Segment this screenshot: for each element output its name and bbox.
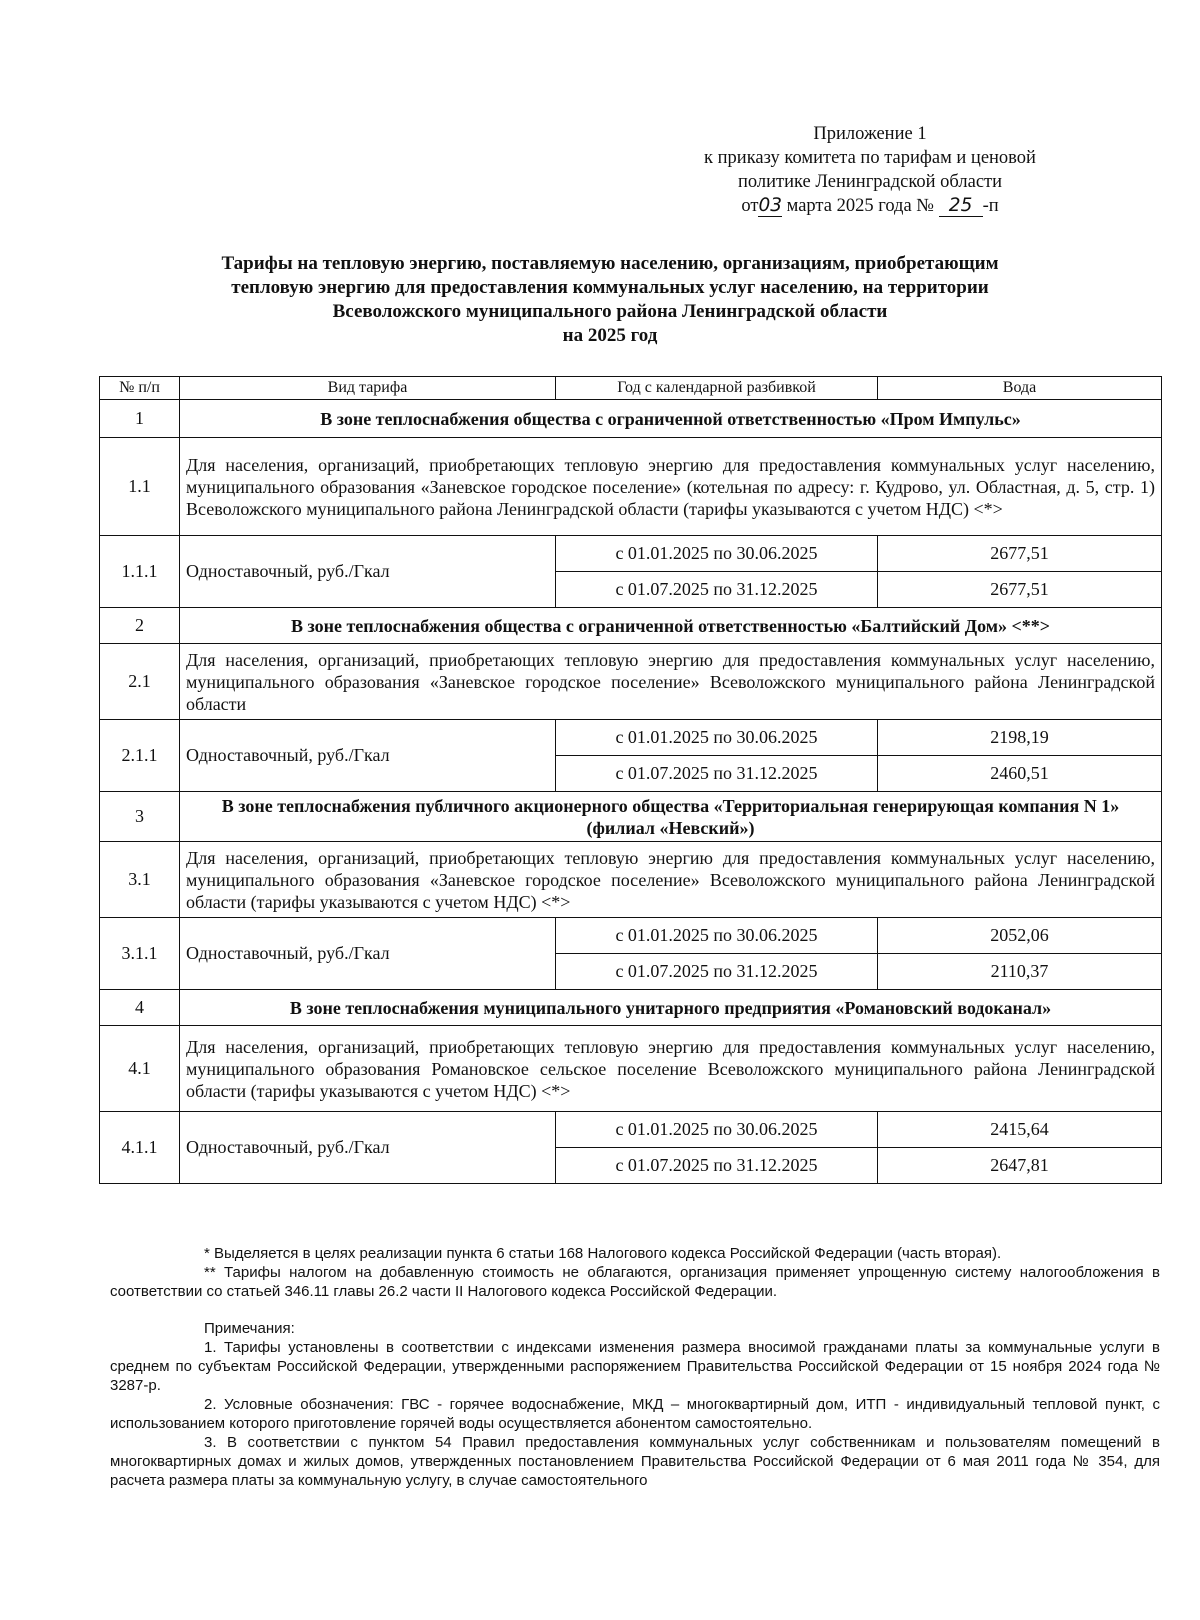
value-cell: 2415,64 [878, 1112, 1162, 1148]
tariff-type: Одноставочный, руб./Гкал [180, 918, 556, 990]
title-line-2: тепловую энергию для предоставления коммунальных услуг населению, на территории [231, 277, 989, 298]
note-2: 2. Условные обозначения: ГВС - горячее водоснабжение, МКД – многоквартирный дом, ИТП - индивидуальный тепловой пункт, с использованием которого приготовление горячей воды осуществляется абонентом самостоятельно. [110, 1396, 1160, 1432]
notes-title: Примечания: [204, 1320, 295, 1337]
zone-title: В зоне теплоснабжения публичного акционерного общества «Территориальная генерирующая компания N 1» (филиал «Невский») [180, 792, 1162, 842]
zone-title: В зоне теплоснабжения муниципального унитарного предприятия «Романовский водоканал» [180, 990, 1162, 1026]
tariff-number: 1.1.1 [100, 536, 180, 608]
value-cell: 2110,37 [878, 954, 1162, 990]
value-cell: 2052,06 [878, 918, 1162, 954]
note-3: 3. В соответствии с пунктом 54 Правил предоставления коммунальных услуг собственникам и пользователям помещений в многоквартирных домах и жилых домов, утвержденных постановлением Правительства Российской Федерации от 6 мая 2011 года № 354, для расчета размера платы за коммунальную услугу, в случае самостоятельного [110, 1434, 1160, 1489]
period-cell: с 01.07.2025 по 31.12.2025 [556, 756, 878, 792]
period-cell: с 01.07.2025 по 31.12.2025 [556, 572, 878, 608]
consumer-description: Для населения, организаций, приобретающих тепловую энергию для предоставления коммунальных услуг населению, муниципального образования «Заневское городское поселение» (котельная по адресу: г. Кудрово, ул. Областная, д. 5, стр. 1) Всеволожского муниципального района Ленинградской области (тарифы указываются с учетом НДС) <*> [180, 438, 1162, 536]
zone-title: В зоне теплоснабжения общества с ограниченной ответственностью «Балтийский Дом» <**> [180, 608, 1162, 644]
value-cell: 2677,51 [878, 536, 1162, 572]
header-number: № п/п [100, 377, 180, 400]
value-cell: 2647,81 [878, 1148, 1162, 1184]
note-1: 1. Тарифы установлены в соответствии с индексами изменения размера вносимой гражданами платы за коммунальные услуги в среднем по субъектам Российской Федерации, утвержденными распоряжением Правительства Российской Федерации от 15 ноября 2024 года № 3287-р. [110, 1339, 1160, 1394]
tariff-row [100, 1112, 1162, 1148]
value-cell: 2198,19 [878, 720, 1162, 756]
sub-number: 2.1 [100, 644, 180, 720]
tariff-number: 4.1.1 [100, 1112, 180, 1184]
tariff-row [100, 918, 1162, 954]
zone-title: В зоне теплоснабжения общества с ограниченной ответственностью «Пром Импульс» [180, 400, 1162, 438]
tariff-type: Одноставочный, руб./Гкал [180, 720, 556, 792]
description-row [100, 644, 1162, 720]
consumer-description: Для населения, организаций, приобретающих тепловую энергию для предоставления коммунальных услуг населению, муниципального образования «Заневское городское поселение» Всеволожского муниципального района Ленинградской области [180, 644, 1162, 720]
document-title [110, 252, 1110, 348]
handwritten-order-number: 25 [939, 196, 983, 217]
tariff-number: 2.1.1 [100, 720, 180, 792]
consumer-description: Для населения, организаций, приобретающих тепловую энергию для предоставления коммунальных услуг населению, муниципального образования Романовское сельское поселение Всеволожского муниципального района Ленинградской области (тарифы указываются с учетом НДС) <*> [180, 1026, 1162, 1112]
title-line-3: Всеволожского муниципального района Ленинградской области [332, 301, 888, 322]
period-cell: с 01.01.2025 по 30.06.2025 [556, 918, 878, 954]
title-line-4: на 2025 год [562, 325, 658, 346]
footnote-single-star: * Выделяется в целях реализации пункта 6 статьи 168 Налогового кодекса Российской Федерации (часть вторая). [204, 1245, 1002, 1262]
description-row [100, 842, 1162, 918]
appendix-line-1: Приложение 1 [813, 124, 927, 144]
header-tariff-type: Вид тарифа [180, 377, 556, 400]
sub-number: 3.1 [100, 842, 180, 918]
period-cell: с 01.01.2025 по 30.06.2025 [556, 536, 878, 572]
sub-number: 1.1 [100, 438, 180, 536]
tariff-row [100, 720, 1162, 756]
appendix-line-2: к приказу комитета по тарифам и ценовой [704, 148, 1036, 168]
title-line-1: Тарифы на тепловую энергию, поставляемую населению, организациям, приобретающим [221, 253, 999, 274]
table-header-row [100, 377, 1162, 400]
zone-row [100, 990, 1162, 1026]
handwritten-day: 03 [758, 195, 782, 216]
tariff-table [99, 376, 1162, 1184]
footnote-double-star: ** Тарифы налогом на добавленную стоимость не облагаются, организация применяет упрощенную систему налогообложения в соответствии со статьей 346.11 главы 26.2 части II Налогового кодекса Российской Федерации. [110, 1264, 1160, 1300]
appendix-line-3: политике Ленинградской области [737, 172, 1003, 192]
value-cell: 2677,51 [878, 572, 1162, 608]
period-cell: с 01.01.2025 по 30.06.2025 [556, 1112, 878, 1148]
description-row [100, 1026, 1162, 1112]
zone-row [100, 792, 1162, 842]
period-cell: с 01.07.2025 по 31.12.2025 [556, 954, 878, 990]
zone-number: 2 [100, 608, 180, 644]
tariff-number: 3.1.1 [100, 918, 180, 990]
header-period: Год с календарной разбивкой [556, 377, 878, 400]
date-rest: марта 2025 года № [786, 196, 934, 216]
tariff-type: Одноставочный, руб./Гкал [180, 536, 556, 608]
date-prefix: от [741, 196, 759, 216]
tariff-type: Одноставочный, руб./Гкал [180, 1112, 556, 1184]
tariff-row [100, 536, 1162, 572]
zone-number: 4 [100, 990, 180, 1026]
zone-number: 1 [100, 400, 180, 438]
value-cell: 2460,51 [878, 756, 1162, 792]
consumer-description: Для населения, организаций, приобретающих тепловую энергию для предоставления коммунальных услуг населению, муниципального образования «Заневское городское поселение» Всеволожского муниципального района Ленинградской области (тарифы указываются с учетом НДС) <*> [180, 842, 1162, 918]
period-cell: с 01.07.2025 по 31.12.2025 [556, 1148, 878, 1184]
order-suffix: -п [982, 196, 999, 216]
sub-number: 4.1 [100, 1026, 180, 1112]
zone-row [100, 608, 1162, 644]
appendix-date-line [640, 194, 1100, 218]
appendix-header [640, 122, 1100, 218]
zone-row [100, 400, 1162, 438]
description-row [100, 438, 1162, 536]
zone-number: 3 [100, 792, 180, 842]
period-cell: с 01.01.2025 по 30.06.2025 [556, 720, 878, 756]
footnotes-section [110, 1244, 1160, 1490]
header-water: Вода [878, 377, 1162, 400]
